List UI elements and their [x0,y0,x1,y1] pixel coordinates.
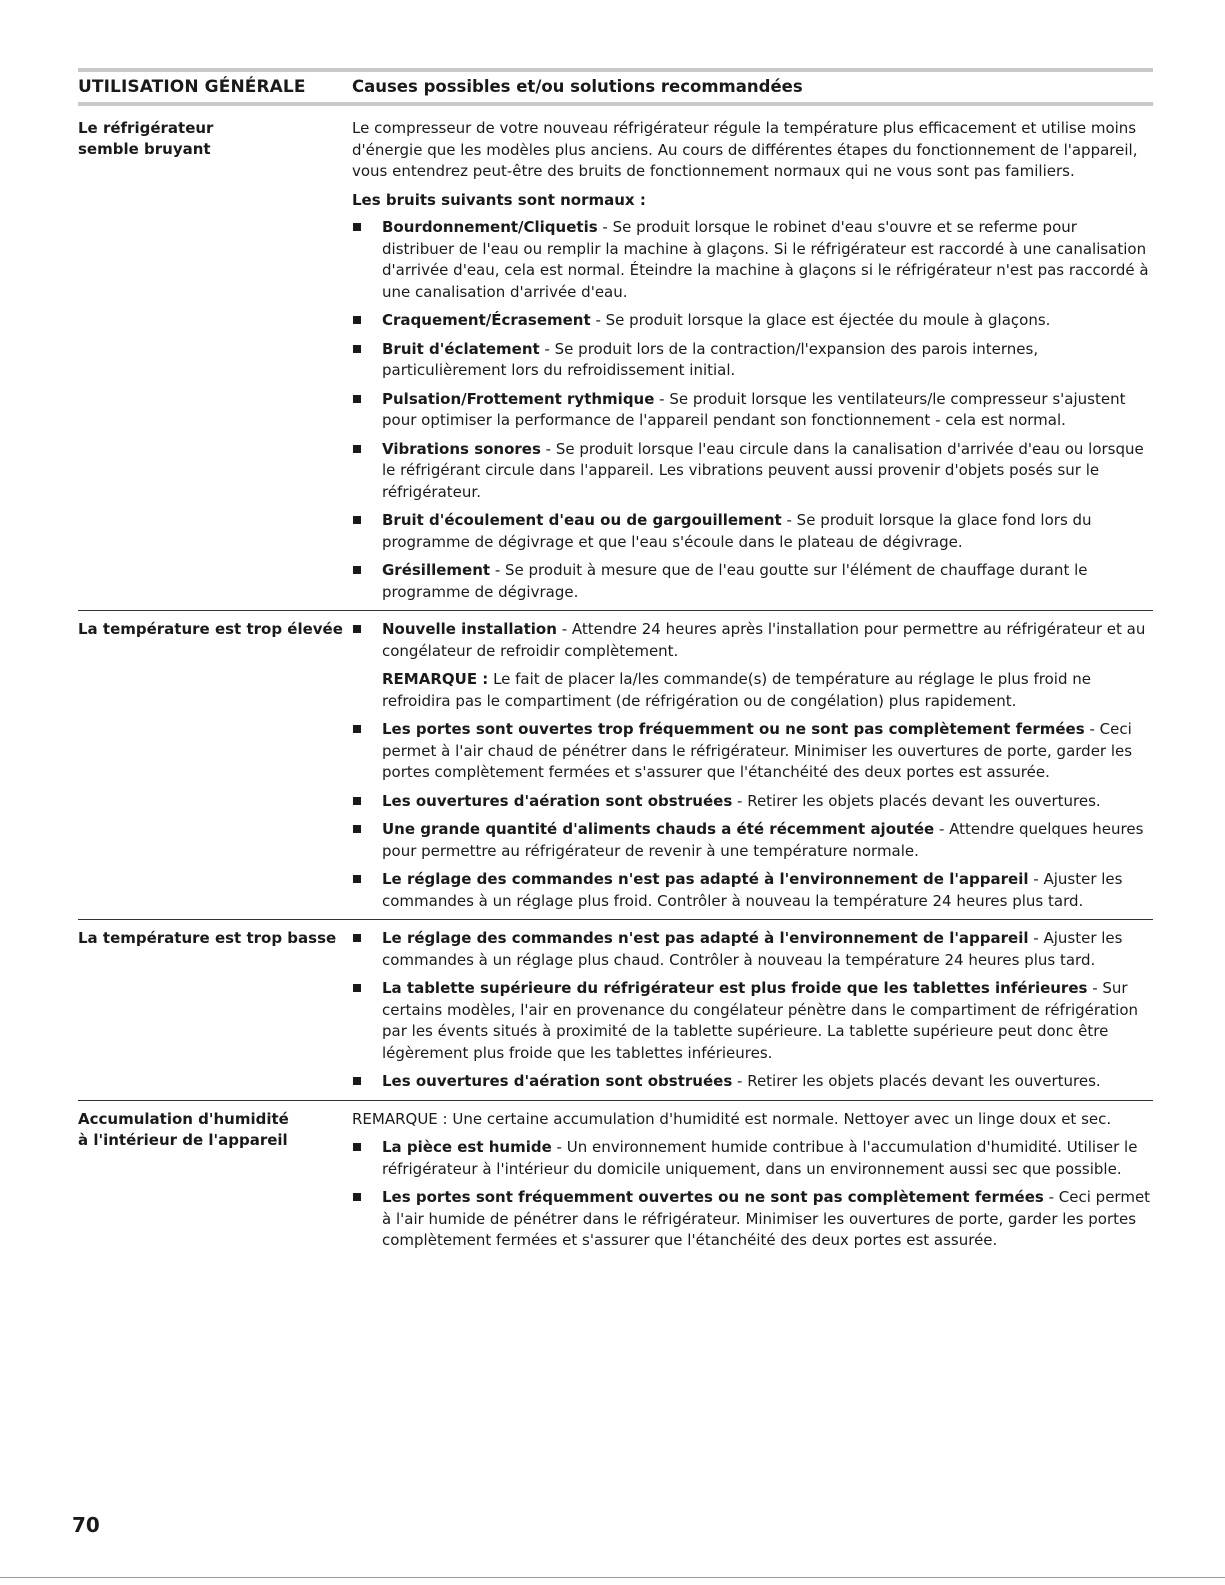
table-header [78,68,1153,106]
bullet-icon [353,316,361,324]
section-label: Accumulation d'humidité à l'intérieur de l'appareil [78,1109,289,1149]
header-right: Causes possibles et/ou solutions recommandées [352,77,803,96]
section-noisy [78,106,1153,603]
bullet-icon [353,797,361,805]
list-item: Les ouvertures d'aération sont obstruées - Retirer les objets placés devant les ouvertures. [352,791,1153,813]
bullet-icon [353,725,361,733]
bullet-icon [353,566,361,574]
list-item: Bruit d'éclatement - Se produit lors de la contraction/l'expansion des parois internes, particulièrement lors du refroidissement initial. [352,339,1153,382]
section-body [352,619,1153,912]
section-too-cold [78,919,1153,1093]
bullet-icon [353,445,361,453]
list-item: Craquement/Écrasement - Se produit lorsque la glace est éjectée du moule à glaçons. [352,310,1153,332]
bullet-icon [353,516,361,524]
page-number: 70 [72,1513,100,1537]
list-item: Bruit d'écoulement d'eau ou de gargouillement - Se produit lorsque la glace fond lors du programme de dégivrage et que l'eau s'écoule dans le plateau de dégivrage. [352,510,1153,553]
bullet-icon [353,875,361,883]
bullet-list [352,928,1153,1093]
list-item: Les ouvertures d'aération sont obstruées - Retirer les objets placés devant les ouvertures. [352,1071,1153,1093]
section-body [352,118,1153,603]
list-item: Pulsation/Frottement rythmique - Se produit lorsque les ventilateurs/le compresseur s'ajustent pour optimiser la performance de l'appareil pendant son fonctionnement - cela est normal. [352,389,1153,432]
page [78,68,1153,1259]
bullet-icon [353,223,361,231]
list-item: Le réglage des commandes n'est pas adapté à l'environnement de l'appareil - Ajuster les commandes à un réglage plus froid. Contrôler à nouveau la température 24 heures plus tard. [352,869,1153,912]
list-item: Bourdonnement/Cliquetis - Se produit lorsque le robinet d'eau s'ouvre et se referme pour distribuer de l'eau ou remplir la machine à glaçons. Si le réfrigérateur est raccordé à une canalisation d'arrivée d'eau, cela est normal. Éteindre la machine à glaçons si le réfrigérateur n'est pas raccordé à une canalisation d'arrivée d'eau. [352,217,1153,303]
list-item: Nouvelle installation - Attendre 24 heures après l'installation pour permettre au réfrigérateur et au congélateur de refroidir complètement. [352,619,1153,662]
bullet-list [352,1137,1153,1252]
bullet-icon [353,395,361,403]
section-body [352,928,1153,1093]
section-label: La température est trop élevée [78,620,343,638]
section-intro: Le compresseur de votre nouveau réfrigérateur régule la température plus efficacement et utilise moins d'énergie que les modèles plus anciens. Au cours de différentes étapes du fonctionnement de l'appareil, vous entendrez peut-être des bruits de fonctionnement normaux qui ne vous sont pas familiers. [352,119,1138,180]
list-item: Vibrations sonores - Se produit lorsque l'eau circule dans la canalisation d'arrivée d'eau ou lorsque le réfrigérant circule dans l'appareil. Les vibrations peuvent aussi provenir d'objets posés sur le réfrigérateur. [352,439,1153,504]
header-left: UTILISATION GÉNÉRALE [78,77,306,97]
bullet-icon [353,1143,361,1151]
bullet-list [352,619,1153,662]
list-item: Une grande quantité d'aliments chauds a été récemment ajoutée - Attendre quelques heures pour permettre au réfrigérateur de revenir à une température normale. [352,819,1153,862]
list-item: Grésillement - Se produit à mesure que de l'eau goutte sur l'élément de chauffage durant le programme de dégivrage. [352,560,1153,603]
note: REMARQUE : Le fait de placer la/les commande(s) de température au réglage le plus froid ne refroidira pas le compartiment (de réfrigération ou de congélation) plus rapidement. [382,670,1091,710]
section-subhead: Les bruits suivants sont normaux : [352,190,646,209]
section-too-warm [78,610,1153,912]
bullet-list [352,217,1153,603]
section-label: La température est trop basse [78,929,337,947]
list-item: Les portes sont fréquemment ouvertes ou ne sont pas complètement fermées - Ceci permet à l'air humide de pénétrer dans le réfrigérateur. Minimiser les ouvertures de porte, garder les portes complètement fermées et s'assurer que l'étanchéité des deux portes est assurée. [352,1187,1153,1252]
list-item: La pièce est humide - Un environnement humide contribue à l'accumulation d'humidité. Utiliser le réfrigérateur à l'intérieur du domicile uniquement, dans un environnement aussi sec que possible. [352,1137,1153,1180]
list-item: La tablette supérieure du réfrigérateur est plus froide que les tablettes inférieures - Sur certains modèles, l'air en provenance du congélateur pénètre dans le compartiment de réfrigération par les évents situés à proximité de la tablette supérieure. La tablette supérieure peut donc être légèrement plus froide que les tablettes inférieures. [352,978,1153,1064]
list-item: Le réglage des commandes n'est pas adapté à l'environnement de l'appareil - Ajuster les commandes à un réglage plus chaud. Contrôler à nouveau la température 24 heures plus tard. [352,928,1153,971]
bullet-icon [353,984,361,992]
section-label: Le réfrigérateur semble bruyant [78,119,214,158]
bottom-rule [0,1577,1225,1578]
bullet-icon [353,825,361,833]
bullet-list [352,719,1153,912]
section-intro: REMARQUE : Une certaine accumulation d'humidité est normale. Nettoyer avec un linge doux et sec. [352,1109,1112,1128]
bullet-icon [353,625,361,633]
bullet-icon [353,345,361,353]
bullet-icon [353,1077,361,1085]
section-body [352,1109,1153,1252]
section-humidity [78,1100,1153,1252]
bullet-icon [353,1193,361,1201]
list-item: Les portes sont ouvertes trop fréquemment ou ne sont pas complètement fermées - Ceci permet à l'air chaud de pénétrer dans le réfrigérateur. Minimiser les ouvertures de porte, garder les portes complètement fermées et s'assurer que l'étanchéité des deux portes est assurée. [352,719,1153,784]
bullet-icon [353,934,361,942]
